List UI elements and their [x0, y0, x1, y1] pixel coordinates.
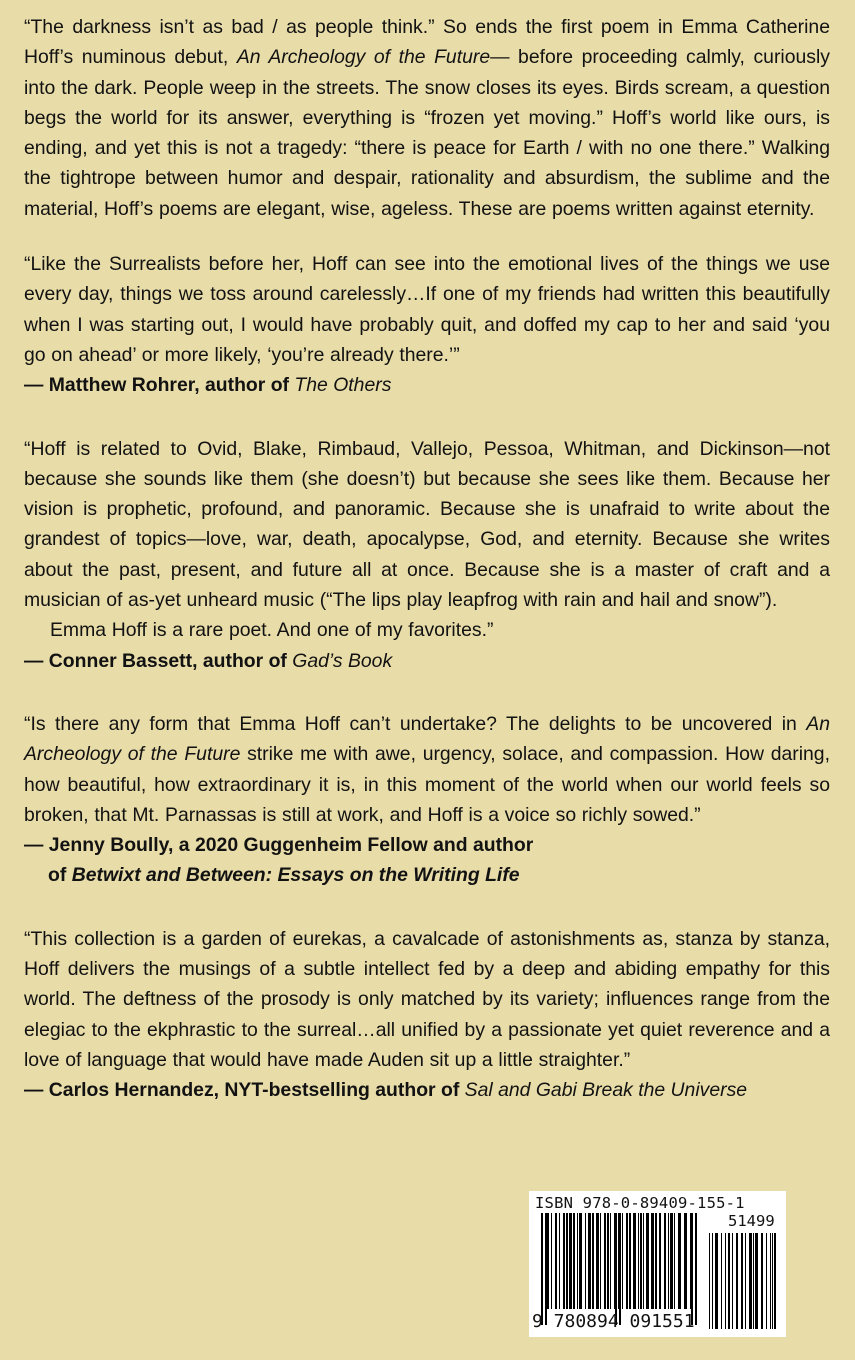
barcode-bar: [745, 1233, 746, 1329]
barcode-bar: [600, 1213, 601, 1309]
barcode-bar: [766, 1233, 767, 1329]
rohrer-quote: “Like the Surrealists before her, Hoff can see into the emotional lives of the things we use every day, things we toss around carelessly…If one of my friends had written this beautifully when I was starting out, I would have probably quit, and doffed my cap to her and said ‘you go on ahead’ or more likely, ‘you’re already there.’”: [24, 253, 830, 366]
barcode-bar: [684, 1213, 687, 1309]
barcode-bar: [569, 1213, 572, 1309]
barcode-bar: [555, 1213, 557, 1309]
description-book-title: An Archeology of the Future: [236, 46, 491, 69]
barcode-bar: [674, 1213, 675, 1309]
barcode-bar: [678, 1213, 681, 1309]
barcode-bar: [577, 1213, 578, 1309]
barcode-bar: [715, 1233, 718, 1329]
barcode-bar: [547, 1213, 549, 1309]
barcode-bar: [741, 1233, 743, 1329]
rohrer-attribution: [24, 370, 830, 400]
barcode-bar: [604, 1213, 606, 1309]
barcode-bar: [626, 1213, 628, 1309]
boully-quote-title: An Archeology of the Future: [24, 712, 830, 766]
bassett-attribution: [24, 646, 830, 676]
barcode-guard-bar: [691, 1213, 693, 1325]
barcode-bar: [566, 1213, 568, 1309]
barcode-bar: [643, 1213, 644, 1309]
barcode-bar: [651, 1213, 654, 1309]
barcode-bar: [732, 1233, 733, 1329]
barcode-bar: [610, 1213, 611, 1309]
hernandez-quote: “This collection is a garden of eurekas, a cavalcade of astonishments as, stanza by stanza, Hoff delivers the musings of a subtle intellect fed by a deep and abiding empathy for this world. The deftness of the prosody is only matched by its variety; influences range from the elegiac to the ekphrastic to the surreal…all unified by a passionate yet quiet reverence and a love of language that would have made Auden sit up a little straighter.”: [24, 927, 830, 1071]
barcode-bar: [585, 1213, 586, 1309]
back-cover-text: [24, 12, 830, 1106]
boully-attribution-1: — Jenny Boully, a 2020 Guggenheim Fellow and author: [24, 834, 534, 857]
barcode-bar: [774, 1233, 776, 1329]
barcode-bar: [761, 1233, 763, 1329]
boully-quote: [24, 709, 830, 830]
barcode-bar: [551, 1213, 552, 1309]
barcode-bar: [709, 1233, 710, 1329]
rohrer-author: — Matthew Rohrer, author of: [24, 374, 295, 397]
book-description: [24, 12, 830, 224]
barcode-bar: [563, 1213, 565, 1309]
barcode-bar: [736, 1233, 738, 1329]
price-code: 51499: [728, 1212, 775, 1230]
description-part-1: “The darkness isn’t as bad / as people think.” So ends the first poem in Emma Catherine Hoff’s numinous debut,: [24, 16, 830, 69]
barcode-bar: [728, 1233, 730, 1329]
isbn-barcode: [529, 1191, 786, 1337]
barcode-bar: [629, 1213, 631, 1309]
barcode-bar: [725, 1233, 726, 1329]
barcode-bar: [772, 1233, 773, 1329]
barcode-bar: [770, 1233, 771, 1329]
barcode-bar: [755, 1233, 758, 1329]
barcode-bar: [607, 1213, 609, 1309]
spacer: [24, 401, 830, 434]
barcode-bar: [638, 1213, 639, 1309]
barcode-bar: [622, 1213, 623, 1309]
spacer: [24, 676, 830, 709]
description-part-2: — before proceeding calmly, curiously into the dark. People weep in the streets. The snow closes its eyes. Birds scream, a question begs the world for its answer, everything is “frozen yet moving.” Hoff’s world like ours, is ending, and yet this is not a tragedy: “there is peace for Earth / with no one there.” Walking the tightrope between humor and despair, rationality and absurdism, the sublime and the material, Hoff’s poems are elegant, wise, ageless. These are poems written against eternity.: [24, 46, 830, 220]
bassett-quote-2: Emma Hoff is a rare poet. And one of my favorites.”: [50, 619, 494, 642]
hernandez-work: Sal and Gabi Break the Universe: [464, 1079, 748, 1102]
bassett-work: Gad’s Book: [292, 649, 393, 672]
barcode-bar: [633, 1213, 636, 1309]
barcode-bar: [749, 1233, 752, 1329]
barcode-guard-bar: [541, 1213, 543, 1325]
isbn-label: ISBN 978-0-89409-155-1: [535, 1194, 745, 1212]
spacer: [24, 891, 830, 924]
boully-work: Betwixt and Between: Essays on the Writing Life: [71, 864, 520, 887]
barcode-bar: [664, 1213, 666, 1309]
barcode-bar: [670, 1213, 673, 1309]
barcode-bar: [721, 1233, 722, 1329]
boully-attribution-2: [24, 860, 830, 890]
barcode-bar: [596, 1213, 599, 1309]
barcode-bar: [646, 1213, 649, 1309]
hernandez-attribution: [24, 1075, 830, 1105]
bassett-author: — Conner Bassett, author of: [24, 649, 293, 672]
barcode-bar: [753, 1233, 754, 1329]
barcode-bar: [618, 1213, 619, 1309]
bassett-quote: “Hoff is related to Ovid, Blake, Rimbaud, Vallejo, Pessoa, Whitman, and Dickinson—not because she sounds like them (she doesn’t) but because she sees like them. Because her vision is prophetic, profound, and panoramic. Because she is unafraid to write about the grandest of topics—love, war, death, apocalypse, God, and eternity. Because she writes about the past, present, and future all at once. Because she is a master of craft and a musician of as-yet unheard music (“The lips play leapfrog with rain and hail and snow”).: [24, 437, 830, 612]
barcode-bar: [668, 1213, 669, 1309]
ean-digits: 9 780894 091551: [532, 1311, 695, 1332]
barcode-bar: [573, 1213, 575, 1309]
barcode-guard-bar: [615, 1213, 617, 1325]
barcode-guard-bar: [619, 1213, 621, 1325]
barcode-bar: [588, 1213, 591, 1309]
barcode-guard-bar: [545, 1213, 547, 1325]
barcode-guard-bar: [695, 1213, 697, 1325]
barcode-bar: [712, 1233, 713, 1329]
rohrer-work: The Others: [294, 374, 392, 397]
hernandez-author: — Carlos Hernandez, NYT-bestselling author of: [24, 1079, 465, 1102]
barcode-bar: [592, 1213, 594, 1309]
barcode-bar: [559, 1213, 560, 1309]
spacer: [24, 224, 830, 249]
boully-quote-b: strike me with awe, urgency, solace, and compassion. How daring, how beautiful, how extraordinary it is, in this moment of the world when our world feels so broken, that Mt. Parnassas is still at work, and Hoff is a voice so richly sowed.”: [24, 743, 830, 826]
barcode-bar: [659, 1213, 661, 1309]
barcode-bar: [655, 1213, 657, 1309]
barcode-bar: [640, 1213, 642, 1309]
barcode-bar: [579, 1213, 582, 1309]
boully-of: of: [48, 864, 72, 887]
boully-quote-a: “Is there any form that Emma Hoff can’t undertake? The delights to be uncovered in: [24, 712, 807, 735]
